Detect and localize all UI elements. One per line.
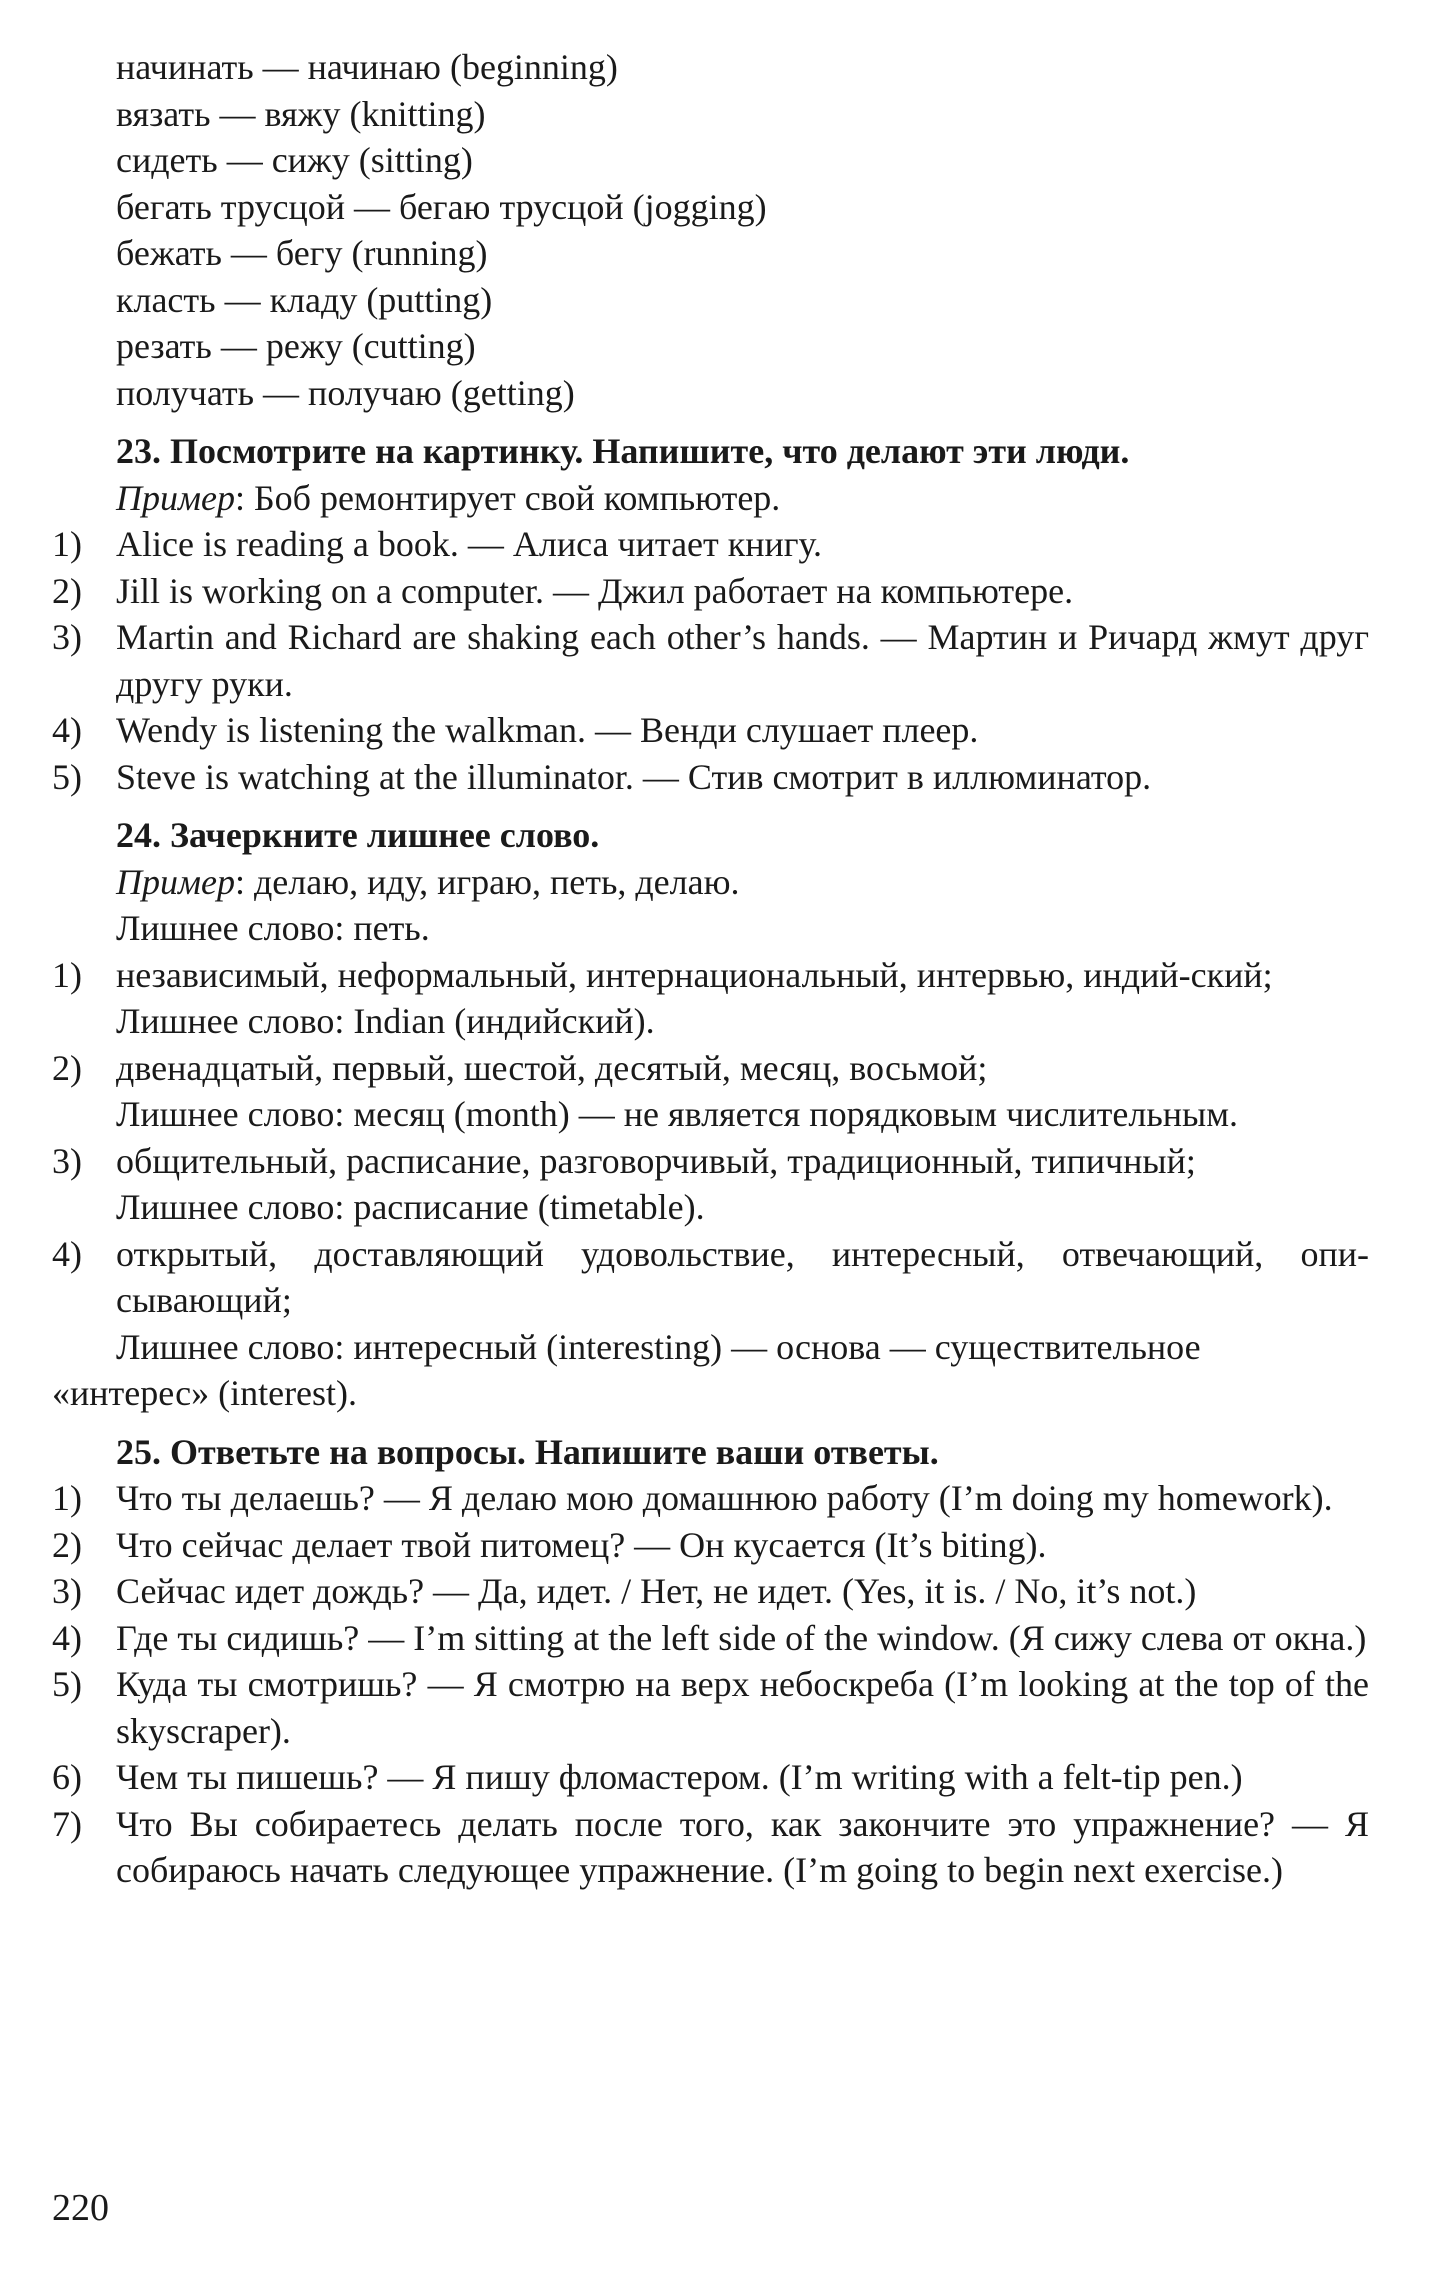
item-text: общительный, расписание, разговорчивый, традиционный, типичный; <box>116 1140 1196 1181</box>
verb-line: начинать — начинаю (beginning) <box>116 47 618 87</box>
item-answer: Лишнее слово: расписание (timetable). <box>116 1187 705 1227</box>
item-number: 2) <box>52 570 82 611</box>
page-number: 220 <box>52 2187 109 2229</box>
item-number: 2) <box>52 1047 82 1088</box>
item-text: независимый, неформальный, интернациональный, интервью, индий-ский; <box>116 954 1273 995</box>
item-number: 3) <box>52 1571 82 1611</box>
item-text: Где ты сидишь? — I’m sitting at the left side of the window. (Я сижу слева от окна.) <box>116 1617 1367 1658</box>
exercise-title: 25. Ответьте на вопросы. Напишите ваши ответы. <box>116 1431 939 1472</box>
answer-item <box>52 1754 1369 1801</box>
item-answer: Лишнее слово: Indian (индийский). <box>116 1001 655 1041</box>
verb-line: сидеть — сижу (sitting) <box>116 140 473 180</box>
item-number: 3) <box>52 617 82 657</box>
example-text: : делаю, иду, играю, петь, делаю. <box>234 861 740 902</box>
verb-line: вязать — вяжу (knitting) <box>116 93 486 134</box>
item-number: 7) <box>52 1803 82 1844</box>
item-text: Steve is watching at the illuminator. — Стив смотрит в иллюминатор. <box>116 756 1152 797</box>
item-number: 5) <box>52 756 82 797</box>
answer-item <box>52 1045 1369 1092</box>
answer-item <box>52 568 1369 615</box>
answer-item <box>52 707 1369 754</box>
item-number: 3) <box>52 1140 82 1181</box>
answer-item <box>52 1475 1369 1522</box>
item-number: 4) <box>52 1233 82 1274</box>
item-number: 2) <box>52 1524 82 1565</box>
answer-item <box>52 952 1369 999</box>
item-text: Куда ты смотришь? — Я смотрю на верх небоскреба (I’m looking at the top of the skyscraper). <box>116 1664 1369 1751</box>
answer-item <box>52 1231 1369 1324</box>
answer-item <box>52 614 1369 707</box>
item-text: двенадцатый, первый, шестой, десятый, месяц, восьмой; <box>116 1047 988 1088</box>
example-text: : Боб ремонтирует свой компьютер. <box>234 477 781 518</box>
item-text: Сейчас идет дождь? — Да, идет. / Нет, не идет. (Yes, it is. / No, it’s not.) <box>116 1571 1197 1611</box>
verb-line: класть — кладу (putting) <box>116 279 493 320</box>
item-answer-continuation: «интерес» (interest). <box>52 1373 358 1413</box>
answer-item <box>52 1568 1369 1615</box>
item-answer: Лишнее слово: интересный (interesting) — основа — существительное <box>116 1326 1201 1367</box>
verb-line: бегать трусцой — бегаю трусцой (jogging) <box>116 186 767 227</box>
example-label: Пример <box>116 477 235 518</box>
exercise-title: 24. Зачеркните лишнее слово. <box>116 815 600 855</box>
answer-item <box>52 1801 1369 1894</box>
item-text: Alice is reading a book. — Алиса читает книгу. <box>116 524 822 564</box>
verb-line: резать — режу (cutting) <box>116 326 476 366</box>
verb-line: получать — получаю (getting) <box>116 372 575 413</box>
item-text: Что сейчас делает твой питомец? — Он кусается (It’s biting). <box>116 1524 1047 1565</box>
item-text: открытый, доставляющий удовольствие, интересный, отвечающий, опи-сывающий; <box>116 1233 1369 1320</box>
item-number: 5) <box>52 1664 82 1704</box>
exercise-title: 23. Посмотрите на картинку. Напишите, что делают эти люди. <box>116 431 1130 471</box>
example-answer: Лишнее слово: петь. <box>116 908 430 948</box>
exercise-25 <box>52 1429 1369 1894</box>
answer-item <box>52 1615 1369 1662</box>
example-line <box>116 859 1369 906</box>
answer-item <box>52 754 1369 801</box>
item-answer: Лишнее слово: месяц (month) — не является порядковым числительным. <box>116 1094 1238 1134</box>
verb-list <box>52 44 1369 416</box>
item-text: Чем ты пишешь? — Я пишу фломастером. (I’m writing with a felt-tip pen.) <box>116 1757 1243 1797</box>
example-label: Пример <box>116 861 235 902</box>
item-number: 1) <box>52 954 82 995</box>
item-text: Что Вы собираетесь делать после того, как закончите это упражнение? — Я собираюсь начать следующее упражнение. (I’m going to begin next exercise.) <box>116 1803 1369 1890</box>
exercise-23 <box>52 428 1369 800</box>
example-line <box>116 475 1369 522</box>
item-text: Что ты делаешь? — Я делаю мою домашнюю работу (I’m doing my homework). <box>116 1478 1333 1518</box>
item-number: 4) <box>52 1617 82 1658</box>
answer-item <box>52 1661 1369 1754</box>
verb-line: бежать — бегу (running) <box>116 233 488 273</box>
item-number: 4) <box>52 710 82 750</box>
exercise-24 <box>52 812 1369 1417</box>
item-text: Martin and Richard are shaking each other’s hands. — Мартин и Ричард жмут друг другу руки. <box>116 617 1369 704</box>
item-text: Wendy is listening the walkman. — Венди слушает плеер. <box>116 710 979 750</box>
answer-item <box>52 1522 1369 1569</box>
item-text: Jill is working on a computer. — Джил работает на компьютере. <box>116 570 1074 611</box>
item-number: 1) <box>52 524 82 564</box>
answer-item <box>52 1138 1369 1185</box>
answer-item <box>52 521 1369 568</box>
item-number: 1) <box>52 1478 82 1518</box>
item-number: 6) <box>52 1757 82 1797</box>
